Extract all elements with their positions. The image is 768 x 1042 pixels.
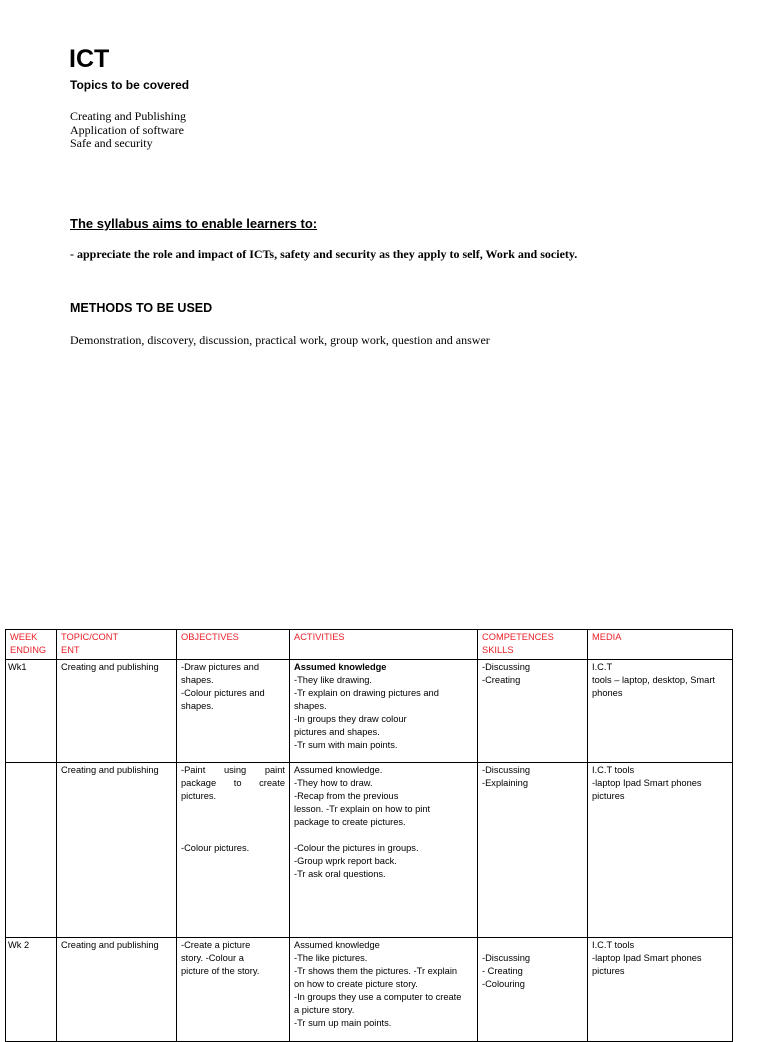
activities-cell: Assumed knowledge -They like drawing. -Tr explain on drawing pictures and shapes. -In groups they draw colour pictures and shapes. -Tr sum with main points. — [290, 660, 478, 763]
activities-cell: Assumed knowledge. -They how to draw. -Recap from the previous lesson. -Tr explain on how to pint package to create pictures. -Colour the pictures in groups. -Group wprk report back. -Tr ask oral questions. — [290, 763, 478, 938]
competences-cell: -Discussing -Creating — [478, 660, 588, 763]
scheme-of-work-table — [5, 629, 733, 1042]
week-cell: Wk1 — [6, 660, 57, 763]
week-cell: Wk 2 — [6, 938, 57, 1042]
table-row — [6, 938, 733, 1042]
topic-item: Application of software — [70, 122, 184, 137]
topics-list — [70, 110, 186, 151]
column-header-activities: ACTIVITIES — [290, 630, 478, 660]
methods-heading: METHODS TO BE USED — [70, 301, 213, 315]
topic-cell: Creating and publishing — [57, 660, 177, 763]
column-header-media: MEDIA — [588, 630, 733, 660]
competences-cell: -Discussing - Creating -Colouring — [478, 938, 588, 1042]
table-row — [6, 660, 733, 763]
week-cell — [6, 763, 57, 938]
media-cell: I.C.T tools – laptop, desktop, Smart phones — [588, 660, 733, 763]
topic-cell: Creating and publishing — [57, 763, 177, 938]
activities-cell: Assumed knowledge -The like pictures. -Tr shows them the pictures. -Tr explain on how to create picture story. -In groups they use a computer to create a picture story. -Tr sum up main points. — [290, 938, 478, 1042]
topics-heading: Topics to be covered — [70, 78, 190, 92]
column-header-objectives: OBJECTIVES — [177, 630, 290, 660]
syllabus-heading: The syllabus aims to enable learners to: — [70, 216, 318, 231]
objectives-cell: -Paint using paint package to create pictures. -Colour pictures. — [177, 763, 290, 938]
topic-item: Safe and security — [70, 136, 153, 150]
document-title: ICT — [69, 45, 110, 73]
media-cell: I.C.T tools -laptop Ipad Smart phones pictures — [588, 763, 733, 938]
column-header-competences: COMPETENCES SKILLS — [478, 630, 588, 660]
syllabus-aim: - appreciate the role and impact of ICTs, safety and security as they apply to self, Work and society. — [70, 247, 578, 261]
methods-text: Demonstration, discovery, discussion, practical work, group work, question and answer — [70, 333, 490, 347]
column-header-week: WEEK ENDING — [6, 630, 57, 660]
table-header-row — [6, 630, 733, 660]
topic-cell: Creating and publishing — [57, 938, 177, 1042]
column-header-topic: TOPIC/CONT ENT — [57, 630, 177, 660]
competences-cell: -Discussing -Explaining — [478, 763, 588, 938]
objectives-cell: -Draw pictures and shapes. -Colour pictures and shapes. — [177, 660, 290, 763]
table-row — [6, 763, 733, 938]
topic-item: Creating and Publishing — [70, 109, 186, 123]
media-cell: I.C.T tools -laptop Ipad Smart phones pictures — [588, 938, 733, 1042]
objectives-cell: -Create a picture story. -Colour a picture of the story. — [177, 938, 290, 1042]
